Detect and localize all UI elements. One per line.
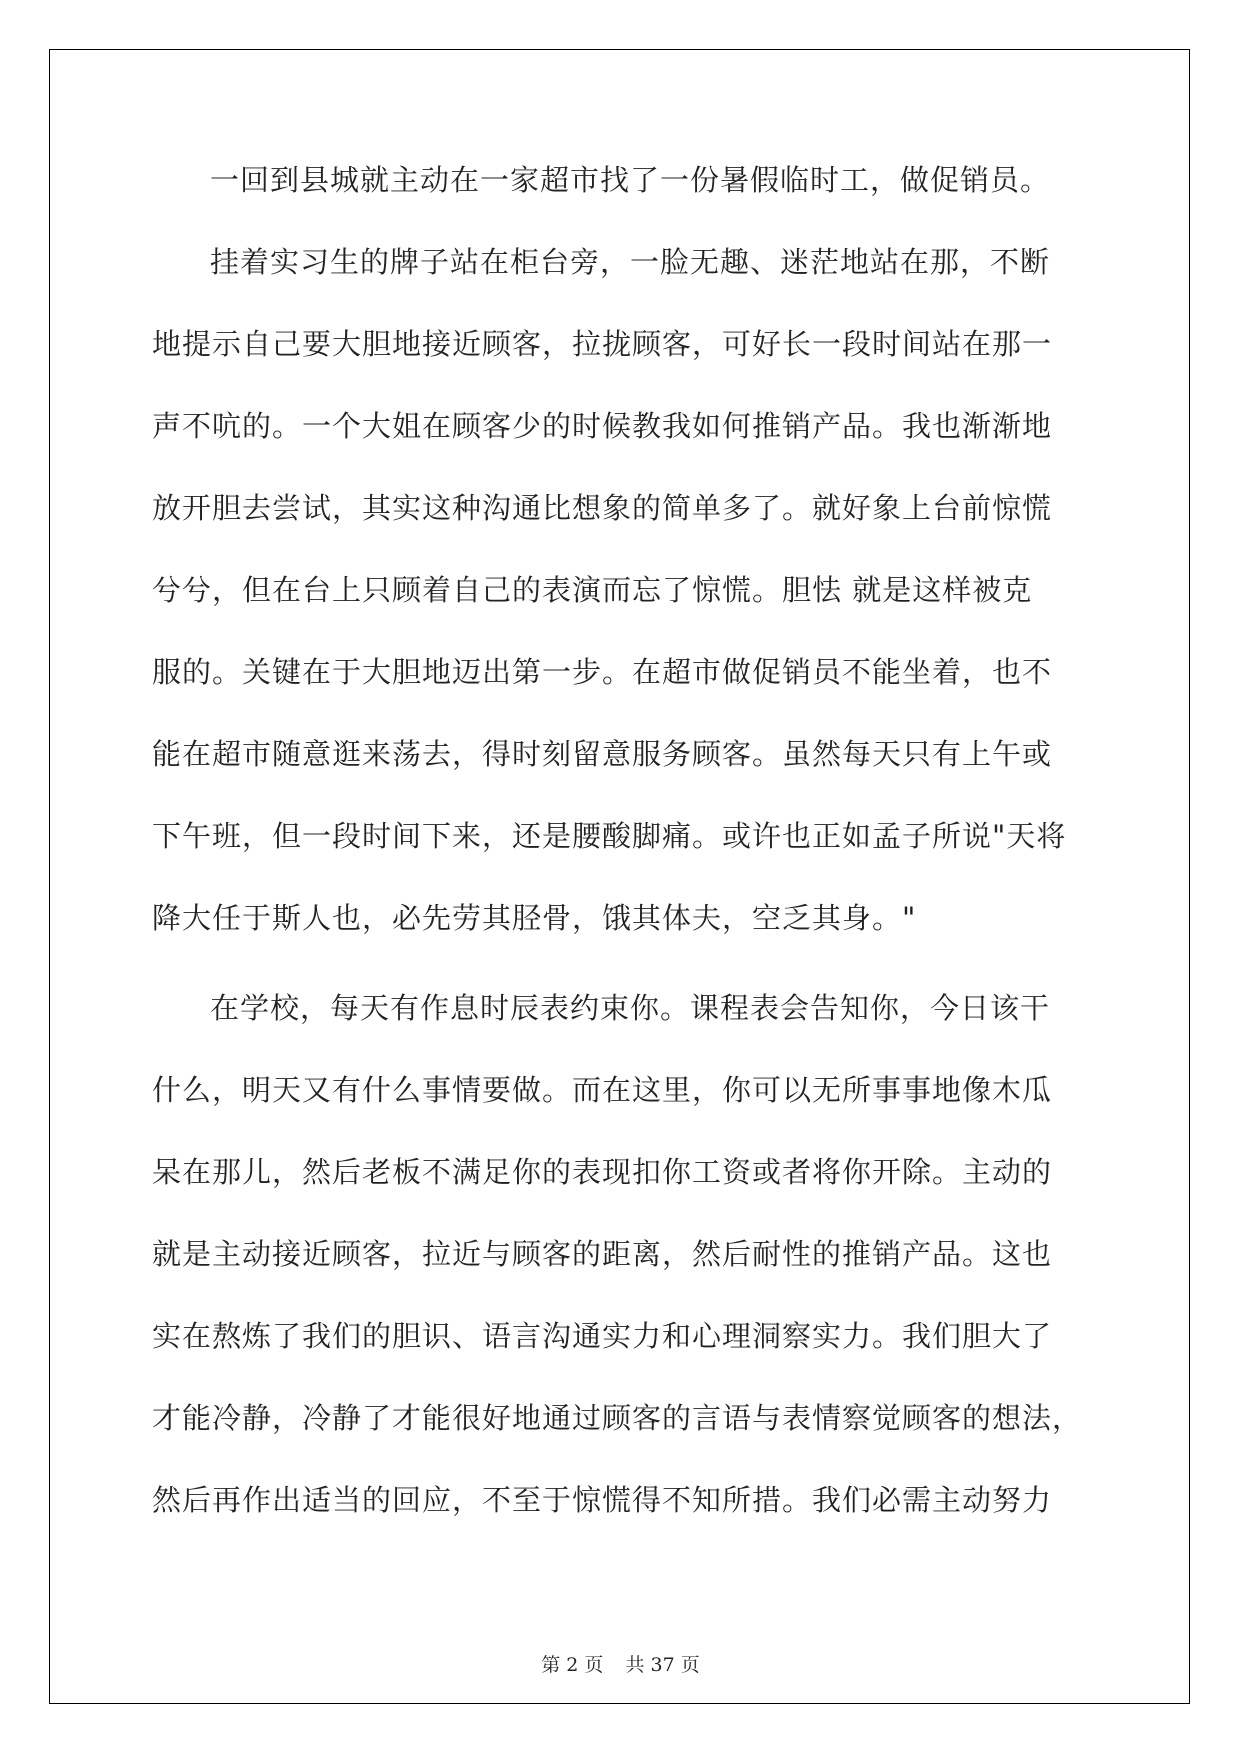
text-line: 然后再作出适当的回应，不至于惊慌得不知所措。我们必需主动努力 [152,1483,1053,1517]
text-line: 呆在那儿，然后老板不满足你的表现扣你工资或者将你开除。主动的 [152,1155,1053,1189]
text-line: 放开胆去尝试，其实这种沟通比想象的简单多了。就好象上台前惊慌 [152,491,1053,525]
text-line: 就是主动接近顾客，拉近与顾客的距离，然后耐性的推销产品。这也 [152,1237,1053,1271]
text-line: 下午班，但一段时间下来，还是腰酸脚痛。或许也正如孟子所说"天将 [152,819,1067,853]
text-line: 声不吭的。一个大姐在顾客少的时候教我如何推销产品。我也渐渐地 [152,409,1053,443]
text-line: 挂着实习生的牌子站在柜台旁，一脸无趣、迷茫地站在那，不断 [210,245,1051,279]
page-total: 共 37 页 [625,1654,700,1676]
text-line: 实在熬炼了我们的胆识、语言沟通实力和心理洞察实力。我们胆大了 [152,1319,1053,1353]
text-line: 能在超市随意逛来荡去，得时刻留意服务顾客。虽然每天只有上午或 [152,737,1053,771]
text-line: 地提示自己要大胆地接近顾客，拉拢顾客，可好长一段时间站在那一 [152,327,1053,361]
page-footer [0,1650,1241,1677]
document-body [152,162,1088,1564]
text-line: 在学校，每天有作息时辰表约束你。课程表会告知你，今日该干 [210,991,1051,1025]
page-number: 第 2 页 [541,1654,604,1676]
text-line: 什么，明天又有什么事情要做。而在这里，你可以无所事事地像木瓜 [152,1073,1053,1107]
text-line: 服的。关键在于大胆地迈出第一步。在超市做促销员不能坐着，也不 [152,655,1053,689]
text-line: 降大任于斯人也，必先劳其胫骨，饿其体夫，空乏其身。" [152,901,917,935]
text-line: 一回到县城就主动在一家超市找了一份暑假临时工，做促销员。 [210,163,1051,197]
text-line: 才能冷静，冷静了才能很好地通过顾客的言语与表情察觉顾客的想法， [152,1401,1083,1435]
text-line: 兮兮，但在台上只顾着自己的表演而忘了惊慌。胆怯 就是这样被克 [152,573,1033,607]
